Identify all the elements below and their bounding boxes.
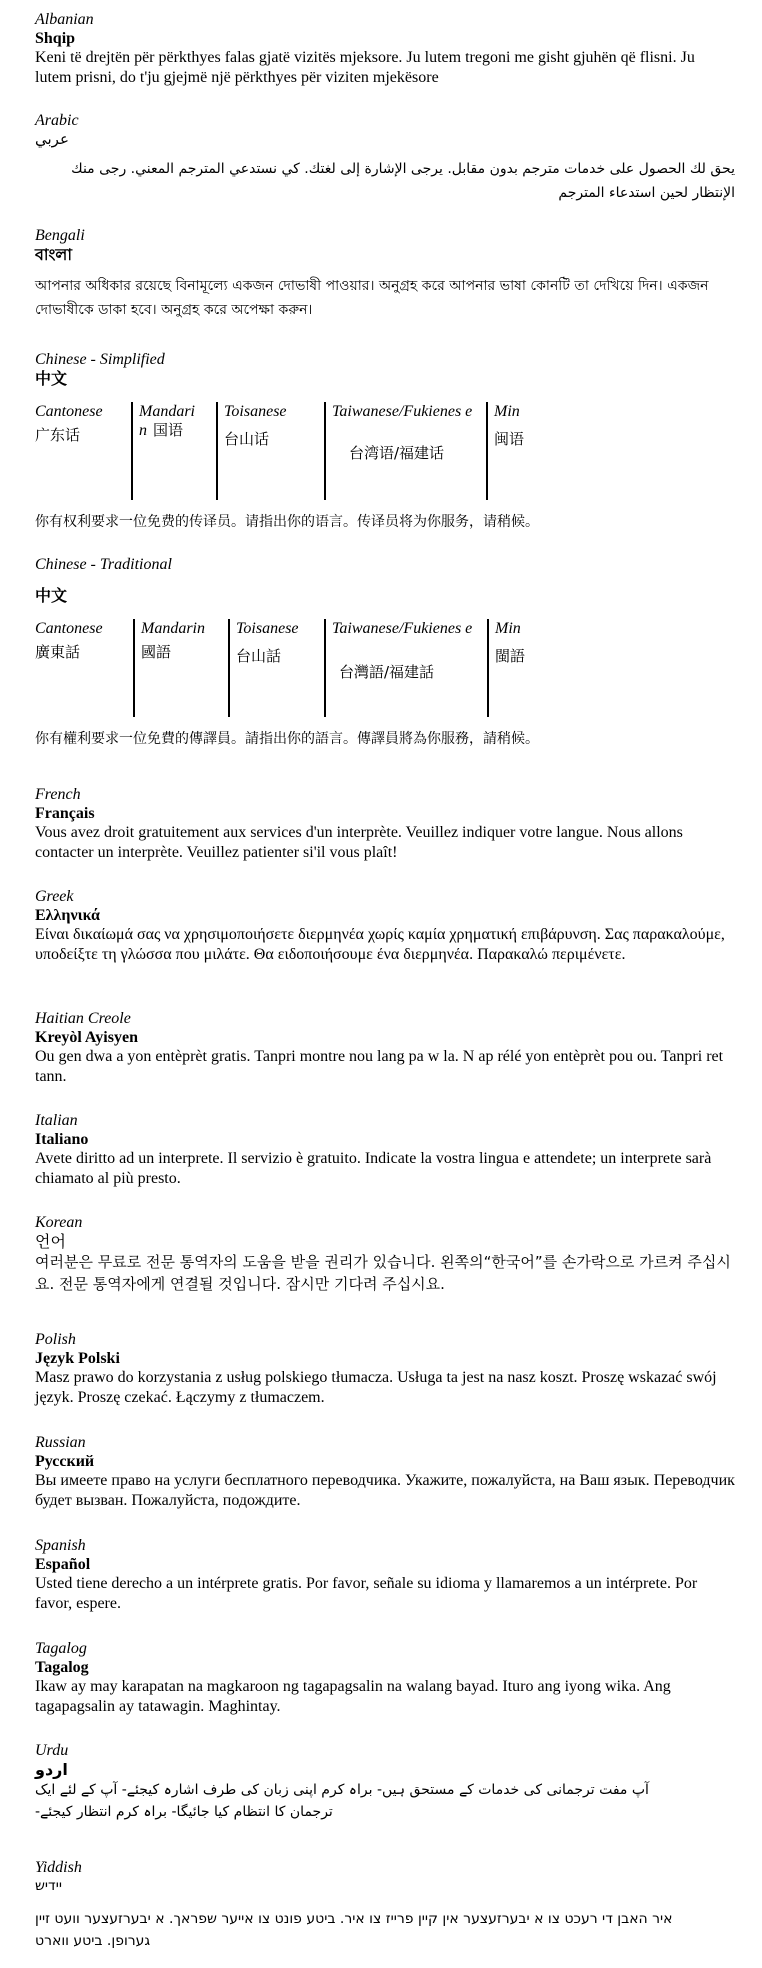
language-block-polish	[35, 1330, 735, 1408]
dialect-name: Taiwanese/Fukienes e	[332, 403, 473, 420]
dialect-toisanese	[218, 402, 326, 500]
native-language-name: Język Polski	[35, 1350, 120, 1367]
dialect-script: 台山話	[236, 647, 282, 665]
interpreter-notice: Vous avez droit gratuitement aux services d'un interprète. Veuillez indiquer votre langue. Nous allons contacter un interprète. Veuillez patienter si'il vous plaît!	[35, 824, 683, 861]
dialect-script: 閩語	[495, 647, 526, 665]
language-label: Arabic	[35, 112, 79, 129]
language-label: Greek	[35, 888, 74, 905]
language-block-italian	[35, 1111, 735, 1189]
interpreter-notice: Ou gen dwa a yon entèprèt gratis. Tanpri montre nou lang pa w la. N ap rélé yon entèprèt pou ou. Tanpri ret tann.	[35, 1048, 724, 1085]
dialect-name: Cantonese	[35, 403, 103, 420]
interpreter-notice: Usted tiene derecho a un intérprete gratis. Por favor, señale su idioma y llamaremos a un intérprete. Por favor, espere.	[35, 1575, 698, 1612]
language-label: Albanian	[35, 11, 94, 28]
dialect-min	[488, 402, 638, 500]
dialect-script: 闽语	[494, 430, 525, 448]
interpreter-notice: 여러분은 무료로 전문 통역자의 도움을 받을 권리가 있습니다. 왼쪽의“한국어”를 손가락으로 가르켜 주십시요. 전문 통역자에게 연결될 것입니다. 잠시만 기다려 주십시요.	[35, 1253, 731, 1293]
native-language-name: Tagalog	[35, 1659, 89, 1676]
language-label: Urdu	[35, 1742, 69, 1759]
language-block-urdu	[35, 1741, 735, 1823]
language-block-korean	[35, 1213, 735, 1295]
interpreter-notice: איר האבן די רעכט צו א יבערזעצער אין קיין פרייז צו איר. ביטע פונט צו אייער שפראך. א יבערזעצער וועט זיין גערופן. ביטע ווארט	[35, 1911, 673, 1949]
language-block-chinese-simplified	[35, 350, 735, 534]
dialect-cantonese	[35, 619, 135, 717]
interpreter-notice: Keni të drejtën për përkthyes falas gjatë vizitës mjeksore. Ju lutem tregoni me gisht gjuhën që flisni. Ju lutem prisni, do t'ju gjejmë një përkthyes për viziten mjekësore	[35, 49, 695, 86]
interpreter-notice: 你有權利要求一位免費的傳譯員。請指出你的語言。傳譯員將為你服務，請稍候。	[35, 731, 539, 747]
interpreter-notice: آپ مفت ترجمانی کی خدمات کے مستحق ہیں- براہ کرم اپنی زبان کی طرف اشارہ کیجئے- آپ کے لئے ایک ترجمان کا انتظام کیا جائیگا- براہ کرم انتظار کیجئے-	[35, 1782, 649, 1820]
native-language-name: יידיש	[35, 1878, 62, 1894]
native-language-name: Español	[35, 1556, 91, 1573]
interpreter-notice: Avete diritto ad un interprete. Il servizio è gratuito. Indicate la vostra lingua e attendete; un interprete sarà chiamato al più presto.	[35, 1150, 712, 1187]
interpreter-notice: Вы имеете право на услуги бесплатного переводчика. Укажите, пожалуйста, на Ваш язык. Переводчик будет вызван. Пожалуйста, подождите.	[35, 1472, 735, 1509]
native-language-name: Русский	[35, 1453, 95, 1470]
dialect-script-taiwanese: 台灣語/福建話	[339, 663, 435, 681]
language-label: Russian	[35, 1434, 86, 1451]
language-block-chinese-traditional	[35, 555, 735, 751]
interpreter-notice: 你有权利要求一位免费的传译员。请指出你的语言。传译员将为你服务，请稍候。	[35, 514, 539, 530]
language-label: Bengali	[35, 227, 85, 244]
native-language-name: বাংলা	[35, 245, 72, 264]
interpreter-notice: আপনার অধিকার রয়েছে বিনামূল্যে একজন দোভাষী পাওয়ার। অনুগ্রহ করে আপনার ভাষা কোনটি তা দেখিয়ে দিন। একজন দোভাষীকে ডাকা হবে। অনুগ্রহ করে অপেক্ষা করুন।	[35, 278, 709, 318]
language-block-french	[35, 785, 735, 863]
dialect-cantonese	[35, 402, 133, 500]
dialect-script: 廣東話	[35, 643, 81, 661]
interpreter-notice: Ikaw ay may karapatan na magkaroon ng tagapagsalin na walang bayad. Ituro ang iyong wika. Ang tagapagsalin ay tatawagin. Maghintay.	[35, 1678, 671, 1715]
language-block-spanish	[35, 1536, 735, 1614]
dialect-script: 國語	[141, 643, 172, 661]
language-label: Haitian Creole	[35, 1010, 131, 1027]
language-label: Tagalog	[35, 1640, 87, 1657]
dialect-mandarin	[133, 402, 218, 500]
dialect-script: 台山话	[224, 430, 270, 448]
interpreter-notice: يحق لك الحصول على خدمات مترجم بدون مقابل. يرجى الإشارة إلى لغتك. كي نستدعي المترجم المعني. رجى منك الإنتظار لحين استدعاء المترجم	[71, 161, 735, 201]
language-block-russian	[35, 1433, 735, 1511]
dialect-script-taiwanese: 台湾语/福建话	[349, 444, 445, 462]
dialect-name: Toisanese	[224, 403, 287, 420]
language-label: French	[35, 786, 81, 803]
native-language-name: 中文	[35, 369, 68, 388]
language-label: Korean	[35, 1214, 83, 1231]
dialect-name: Toisanese	[236, 620, 299, 637]
native-language-name: Ελληνικά	[35, 907, 100, 924]
native-language-name: اردو	[35, 1760, 68, 1779]
native-language-name: Français	[35, 805, 95, 822]
dialect-script: 国语	[153, 421, 184, 439]
dialect-toisanese	[230, 619, 326, 717]
language-block-arabic	[35, 111, 735, 205]
language-block-tagalog	[35, 1639, 735, 1717]
dialect-name: Mandari n	[139, 403, 195, 439]
dialect-name: Taiwanese/Fukienes e	[332, 620, 473, 637]
interpreter-notice: Masz prawo do korzystania z usług polskiego tłumacza. Usługa ta jest na nasz koszt. Proszę wskazać swój język. Proszę czekać. Łączymy z tłumaczem.	[35, 1369, 717, 1406]
native-language-name: Kreyòl Ayisyen	[35, 1029, 138, 1046]
native-language-name: Italiano	[35, 1131, 89, 1148]
native-language-name: Shqip	[35, 30, 76, 47]
native-language-name: 中文	[35, 586, 68, 605]
interpreter-notice: Είναι δικαίωμά σας να χρησιμοποιήσετε διερμηνέα χωρίς καμία χρηματική επιβάρυνση. Σας παρακαλούμε, υποδείξτε τη γλώσσα που μιλάτε. Θα ειδοποιήσουμε ένα διερμηνέα. Παρακαλώ περιμένετε.	[35, 926, 725, 963]
dialect-mandarin	[135, 619, 230, 717]
language-label: Spanish	[35, 1537, 86, 1554]
language-label: Yiddish	[35, 1859, 82, 1876]
dialect-name: Cantonese	[35, 620, 103, 637]
dialect-name: Min	[494, 403, 520, 420]
language-block-bengali	[35, 226, 735, 322]
native-language-name: 언어	[35, 1232, 66, 1251]
language-block-haitian-creole	[35, 1009, 735, 1087]
language-label: Chinese - Simplified	[35, 351, 165, 368]
language-block-yiddish	[35, 1858, 735, 1952]
language-block-albanian	[35, 10, 735, 88]
language-label: Chinese - Traditional	[35, 556, 172, 573]
dialect-min	[489, 619, 639, 717]
language-block-greek	[35, 887, 735, 965]
dialect-name: Min	[495, 620, 521, 637]
language-label: Polish	[35, 1331, 76, 1348]
native-language-name: عربي	[35, 130, 69, 148]
language-label: Italian	[35, 1112, 78, 1129]
dialect-name: Mandarin	[141, 620, 205, 637]
dialect-script: 广东话	[35, 426, 81, 444]
